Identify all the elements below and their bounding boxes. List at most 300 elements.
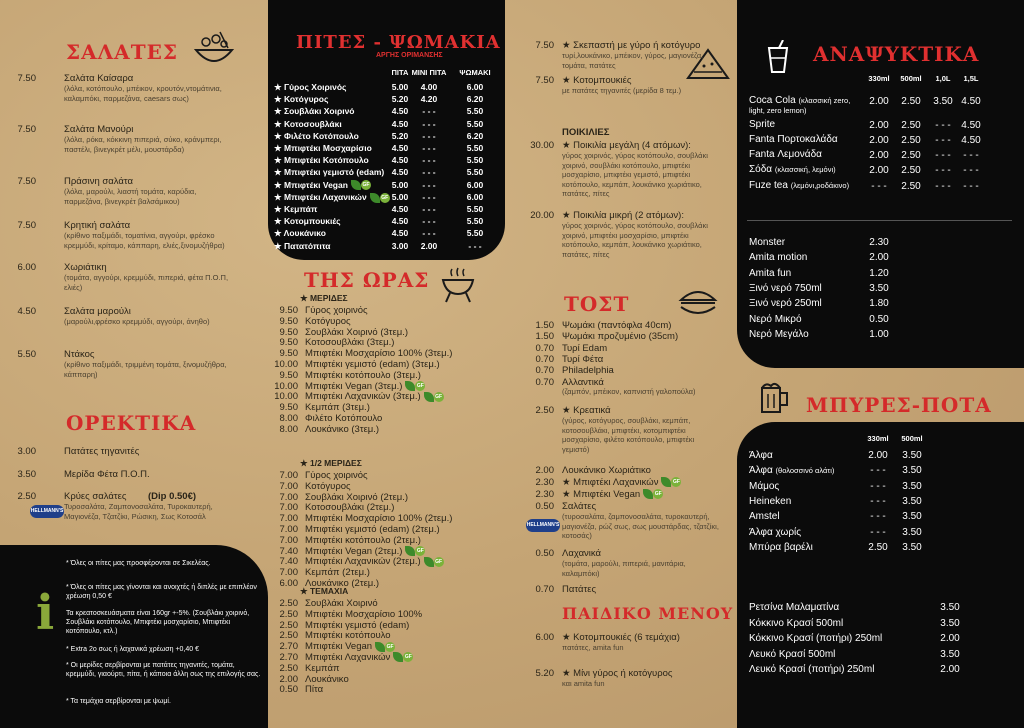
grill-item-name bbox=[305, 567, 370, 578]
grill-price: 2.00 bbox=[279, 673, 298, 685]
gluten-free-icon: GF bbox=[381, 194, 389, 201]
starter-name: Μερίδα Φέτα Π.Ο.Π. bbox=[64, 469, 150, 480]
gluten-free-icon: GF bbox=[386, 643, 394, 650]
grill-price: 8.00 bbox=[279, 413, 298, 424]
info-note: * Extra 2ο σως ή λαχανικά χρέωση +0,40 € bbox=[66, 646, 200, 653]
grill-price: 2.50 bbox=[279, 608, 298, 620]
drink-price: 2.00 bbox=[869, 96, 889, 107]
pites-price: 5.50 bbox=[466, 155, 484, 166]
grill-item-label: Κοτόγυρος bbox=[305, 480, 351, 492]
drink-name: Ξινό νερό 750ml bbox=[749, 282, 822, 294]
pites-subtitle: ΑΡΓΗΣ ΟΡΙΜΑΝΣΗΣ bbox=[376, 52, 443, 59]
tost-price: 1.50 bbox=[535, 320, 554, 331]
grill-item-label: Σουβλάκι Χοιρινό (2τεμ.) bbox=[305, 491, 409, 503]
pites-column-header: ΠΙΤΑ bbox=[391, 68, 409, 77]
pites-row bbox=[274, 131, 499, 143]
grill-price: 2.70 bbox=[279, 641, 298, 653]
salad-name: Πράσινη σαλάτα bbox=[64, 176, 133, 187]
salad-name: Σαλάτα Καίσαρα bbox=[64, 73, 134, 84]
pites-item-label: Μπιφτέκι Λαχανικών bbox=[283, 191, 367, 202]
grill-title: ΤΗΣ ΩΡΑΣ bbox=[304, 268, 430, 292]
grill-price: 2.50 bbox=[279, 662, 298, 674]
grill-price: 2.70 bbox=[279, 652, 298, 663]
grill-item-label: Φιλέτο Κοτόπουλο bbox=[305, 413, 383, 424]
pites-price: 4.50 bbox=[391, 118, 409, 129]
drinks-column-header: 1,0L bbox=[935, 74, 951, 83]
pites-item-label: Γύρος Χοιρινός bbox=[283, 82, 347, 92]
drink-price: 2.50 bbox=[901, 120, 921, 131]
drink-price: 1.20 bbox=[869, 267, 889, 279]
grill-item-label: Μπιφτέκι Vegan (3τεμ.) bbox=[305, 380, 403, 392]
drinks-column-header: 330ml bbox=[868, 74, 890, 83]
vegan-leaf-icon bbox=[405, 546, 415, 556]
drink-price: 2.50 bbox=[901, 135, 921, 146]
beer-mug-icon bbox=[760, 380, 790, 414]
pites-item-label: Σουβλάκι Χοιρινό bbox=[283, 106, 355, 117]
tost-price: 1.50 bbox=[535, 331, 554, 343]
tost-item-name: Τυρί Φέτα bbox=[562, 353, 604, 365]
col3-price: 7.50 bbox=[535, 40, 554, 51]
wine-price: 3.50 bbox=[940, 617, 960, 629]
beer-price: 2.50 bbox=[868, 541, 888, 553]
starter-price: 3.50 bbox=[17, 469, 36, 480]
info-note: * Τα τεμάχια σερβίρονται με ψωμί. bbox=[66, 698, 171, 705]
star-icon: ★ bbox=[274, 216, 284, 227]
gluten-free-icon: GF bbox=[362, 182, 370, 189]
grill-item-name bbox=[305, 327, 408, 338]
grill-price: 7.00 bbox=[279, 567, 298, 579]
tost-price: 0.70 bbox=[535, 584, 554, 595]
gluten-free-icon: GF bbox=[672, 479, 680, 486]
grill-item-label: Μπιφτέκι Μοσχαρίσιο 100% (3τεμ.) bbox=[305, 348, 453, 360]
pites-item-name bbox=[274, 143, 372, 154]
drink-name: Amita motion bbox=[749, 252, 808, 264]
col3-description: με πατάτες τηγανιτές (μερίδα 8 τεμ.) bbox=[562, 86, 682, 95]
star-icon: ★ bbox=[274, 204, 284, 214]
drink-price: 2.00 bbox=[869, 120, 889, 131]
pites-row bbox=[274, 82, 499, 94]
pites-price: 5.50 bbox=[466, 118, 484, 129]
tost-description: (ζαμπόν, μπέικον, καπνιστή γαλοπούλα) bbox=[562, 386, 696, 396]
grill-item-name bbox=[305, 381, 425, 392]
starter-price: 2.50 bbox=[17, 491, 36, 502]
grill-price: 7.00 bbox=[279, 480, 298, 492]
starters-title: ΟΡΕΚΤΙΚΑ bbox=[66, 411, 197, 435]
pites-price: - - - bbox=[468, 240, 482, 251]
info-panel bbox=[0, 545, 268, 728]
grill-item-label: Λουκάνικο (3τεμ.) bbox=[305, 423, 380, 435]
drink-label: Σόδα bbox=[749, 164, 773, 175]
salad-name: Χωριάτικη bbox=[64, 262, 107, 273]
star-icon: ★ bbox=[274, 240, 284, 251]
pites-price: - - - bbox=[422, 204, 436, 214]
pites-price: 5.50 bbox=[466, 143, 484, 153]
drink-sub: (κλασσική zero, light, zero lemon) bbox=[749, 96, 851, 115]
platter-description: γύρος χοιρινός, γύρος κοτόπουλο, σουβλάκι χοιρινό, μπιφτέκι μοσχαρίσιο, μπιφτέκι κοτόπουλο, κεμπάπ, λουκάνικο χωριάτικο, πατάτες, πίτες bbox=[562, 221, 708, 259]
tost-price: 0.50 bbox=[535, 548, 554, 559]
drink-price: - - - bbox=[963, 165, 979, 176]
beer-name bbox=[749, 450, 773, 461]
drink-price: - - - bbox=[963, 150, 979, 161]
pites-price: 4.50 bbox=[391, 106, 409, 117]
drink-price: 2.00 bbox=[869, 135, 889, 146]
pites-column-header: ΨΩΜΑΚΙ bbox=[459, 68, 491, 77]
tost-price: 0.70 bbox=[535, 353, 554, 365]
kids-title: ΠΑΙΔΙΚΟ ΜΕΝΟΥ bbox=[562, 604, 734, 623]
grill-item-name bbox=[305, 502, 394, 513]
pites-price: 4.20 bbox=[420, 94, 438, 105]
platter-description: γύρος χοιρινός, γύρος κοτόπουλο, σουβλάκι χοιρινό, σουβλάκι κοτόπουλο, μπιφτέκι μοσχαρίσιο, μπιφτέκι γεμιστό, μπιφτέκι κοτόπουλο, κεμπάπ, λουκάνικο χωριάτικο, πατάτες, πίτες bbox=[562, 151, 708, 198]
salad-name: Σαλάτα Μανούρι bbox=[64, 124, 134, 135]
pites-price: - - - bbox=[422, 228, 436, 239]
grill-price: 8.00 bbox=[279, 423, 298, 435]
pites-price: 5.50 bbox=[466, 204, 484, 214]
grill-price: 9.50 bbox=[279, 348, 298, 360]
platter-name: ★ Ποικιλία μεγάλη (4 ατόμων): bbox=[562, 140, 691, 151]
drink-label: Coca Cola bbox=[749, 95, 796, 106]
grill-item-label: Μπιφτέκι γεμιστό (edam) (3τεμ.) bbox=[305, 359, 440, 370]
grill-item-label: Κοτόγυρος bbox=[305, 315, 351, 327]
drink-price: - - - bbox=[935, 135, 951, 146]
pites-price: 4.50 bbox=[391, 167, 409, 178]
beer-panel bbox=[737, 422, 1024, 728]
salads-title: ΣΑΛΑΤΕΣ bbox=[66, 40, 178, 64]
pites-item-name bbox=[274, 204, 317, 215]
col3-price: 7.50 bbox=[535, 75, 554, 86]
drink-price: - - - bbox=[935, 150, 951, 161]
drinks-column-header: 1,5L bbox=[963, 74, 979, 83]
grill-price: 9.50 bbox=[279, 402, 298, 414]
tost-item-label: Σαλάτες bbox=[562, 501, 597, 512]
pites-price: 5.00 bbox=[391, 179, 409, 190]
tost-item-name: ★ Κρεατικά bbox=[562, 405, 611, 416]
grill-item-name bbox=[305, 316, 351, 327]
grill-price: 2.50 bbox=[279, 630, 298, 642]
pites-price: 6.00 bbox=[466, 179, 484, 190]
beer-name bbox=[749, 481, 779, 492]
salad-description: (κρίθινο παξιμάδι, τοματίνια, αγγούρι, φρέσκο κρεμμύδι, κρίταμο, κάππαρη, ελιές,ξινομυζήθρα) bbox=[64, 231, 225, 250]
pites-item-label: Λουκάνικο bbox=[283, 228, 326, 239]
drink-name: Νερό Μεγάλο bbox=[749, 328, 809, 340]
pites-item-name bbox=[274, 94, 328, 105]
hellmanns-logo-2: HELLMANN'S bbox=[526, 519, 560, 532]
drink-sub: (κλασσική, λεμόνι) bbox=[774, 165, 836, 174]
drink-name bbox=[749, 96, 861, 116]
grill-price: 2.50 bbox=[279, 598, 298, 609]
pites-price: 4.50 bbox=[391, 228, 409, 239]
grill-item-name bbox=[305, 513, 452, 524]
vegan-leaf-icon bbox=[351, 180, 361, 190]
grill-item-name bbox=[305, 598, 378, 609]
starter-name: Πατάτες τηγανιτές bbox=[64, 446, 140, 457]
platter-name: ★ Ποικιλία μικρή (2 ατόμων): bbox=[562, 210, 684, 221]
beer-price: 3.50 bbox=[902, 526, 922, 538]
grill-section-head: ★ 1/2 ΜΕΡΙΔΕΣ bbox=[300, 458, 362, 468]
grill-item-name bbox=[305, 535, 421, 546]
pites-item-name bbox=[274, 82, 346, 93]
pites-row bbox=[274, 167, 499, 179]
grill-price: 7.00 bbox=[279, 470, 298, 481]
wine-price: 3.50 bbox=[940, 602, 960, 613]
gluten-free-icon: GF bbox=[416, 383, 424, 390]
tost-item-label: ★ Μπιφτέκι Λαχανικών bbox=[562, 477, 659, 488]
drink-price: 2.00 bbox=[869, 252, 889, 264]
beer-price: 3.50 bbox=[902, 511, 922, 523]
grill-item-label: Κεμπάπ bbox=[305, 662, 340, 674]
pites-price: 5.00 bbox=[391, 191, 409, 202]
grill-item-label: Κοτοσουβλάκι (2τεμ.) bbox=[305, 502, 395, 514]
info-icon: i bbox=[36, 585, 55, 641]
pites-price: - - - bbox=[422, 179, 436, 190]
tost-item-name bbox=[562, 477, 681, 488]
starter-price: 3.00 bbox=[17, 446, 36, 457]
grill-item-name bbox=[305, 524, 440, 535]
drink-price: 3.50 bbox=[933, 96, 953, 107]
drink-name bbox=[749, 181, 861, 191]
grill-price: 7.00 bbox=[279, 491, 298, 503]
gluten-free-icon: GF bbox=[654, 491, 662, 498]
kids-price: 5.20 bbox=[535, 668, 554, 679]
sandwich-icon bbox=[678, 286, 718, 316]
drink-name: Ξινό νερό 250ml bbox=[749, 298, 822, 310]
pites-item-label: Φιλέτο Κοτόπουλο bbox=[283, 130, 359, 141]
beer-price: 3.50 bbox=[902, 480, 922, 492]
tost-price: 0.50 bbox=[535, 501, 554, 512]
star-icon: ★ bbox=[274, 106, 284, 117]
kids-item-name: ★ Μίνι γύρος ή κοτόγυρος bbox=[562, 668, 673, 679]
beer-label: Άλφα χωρίς bbox=[749, 526, 802, 538]
vegan-leaf-icon bbox=[370, 193, 380, 203]
grill-item-label: Κοτοσουβλάκι (3τεμ.) bbox=[305, 337, 395, 349]
gluten-free-icon: GF bbox=[435, 393, 443, 400]
grill-item-name bbox=[305, 609, 422, 620]
drink-price: 2.00 bbox=[869, 165, 889, 176]
kids-description: και amita fun bbox=[562, 679, 605, 688]
pites-item-name bbox=[274, 241, 331, 252]
wine-name: Κόκκινο Κρασί 500ml bbox=[749, 617, 844, 629]
tost-item-name: Τυρί Edam bbox=[562, 342, 608, 354]
gluten-free-icon: GF bbox=[404, 654, 412, 661]
pites-item-label: Πατατόπιτα bbox=[283, 240, 331, 251]
salad-description: (κρίθινο παξιμάδι, τριμμένη τομάτα, ξινομυζήθρα, κάππαρη) bbox=[64, 360, 227, 379]
pites-price: - - - bbox=[422, 167, 436, 178]
pites-row bbox=[274, 106, 499, 118]
grill-item-name bbox=[305, 620, 409, 631]
tost-item-name bbox=[562, 465, 651, 476]
pites-price: - - - bbox=[422, 118, 436, 129]
drink-name bbox=[749, 150, 861, 160]
grill-item-label: Μπιφτέκι κοτόπουλο (3τεμ.) bbox=[305, 369, 421, 381]
drink-price: - - - bbox=[935, 120, 951, 131]
grill-price: 9.50 bbox=[279, 315, 298, 327]
grill-item-name bbox=[305, 492, 408, 503]
pites-title: ΠΙΤΕΣ - ΨΩΜΑΚΙΑ bbox=[296, 32, 501, 53]
drinks-title: ΑΝΑΨΥΚΤΙΚΑ bbox=[813, 42, 980, 66]
info-note: * Όλες οι πίτες μας προσφέρονται σε Σικελέας. bbox=[66, 560, 211, 567]
beer-name bbox=[749, 465, 834, 476]
beer-price: 3.50 bbox=[902, 450, 922, 461]
grill-item-label: Μπιφτέκι Vegan (2τεμ.) bbox=[305, 545, 403, 557]
grill-price: 7.40 bbox=[279, 545, 298, 557]
star-icon: ★ bbox=[274, 130, 284, 141]
grill-item-name bbox=[305, 663, 340, 674]
star-icon: ★ bbox=[274, 118, 284, 129]
wine-price: 2.00 bbox=[940, 633, 960, 644]
salad-description: (μαρούλι,φρέσκο κρεμμύδι, αγγούρι, άνηθο) bbox=[64, 317, 210, 326]
grill-item-name bbox=[305, 391, 444, 402]
salad-description: (λόλα, μαρούλι, λιαστή τομάτα, καρύδια, παρμεζάνα, βινεγκρέτ βαλσάμικου) bbox=[64, 187, 197, 206]
beer-title: ΜΠΥΡΕΣ-ΠΟΤΑ bbox=[806, 393, 992, 417]
platter-price: 20.00 bbox=[530, 210, 554, 221]
vegan-leaf-icon bbox=[424, 557, 434, 567]
pites-price: 4.50 bbox=[391, 204, 409, 214]
grill-item-label: Γύρος χοιρινός bbox=[305, 470, 368, 481]
star-icon: ★ bbox=[274, 167, 284, 178]
beer-price: - - - bbox=[870, 526, 886, 538]
pites-item-label: Κοτοσουβλάκι bbox=[283, 118, 342, 129]
grill-item-label: Μπιφτέκι Λαχανικών (2τεμ.) bbox=[305, 556, 421, 568]
beer-name bbox=[749, 496, 791, 507]
beer-column-header: 330ml bbox=[867, 434, 889, 443]
vegan-leaf-icon bbox=[643, 489, 653, 499]
pites-price: - - - bbox=[422, 155, 436, 166]
pites-price: 6.00 bbox=[466, 191, 484, 202]
grill-price: 6.00 bbox=[279, 578, 298, 589]
beer-price: 3.50 bbox=[902, 541, 922, 553]
wine-name: Λευκό Κρασί (ποτήρι) 250ml bbox=[749, 664, 875, 675]
pites-row bbox=[274, 192, 499, 204]
salad-description: (τομάτα, αγγούρι, κρεμμύδι, πιπεριά, φέτα Π.Ο.Π, ελιές) bbox=[64, 273, 229, 292]
pites-price: 5.50 bbox=[466, 228, 484, 239]
drink-label: Fanta Πορτοκαλάδα bbox=[749, 134, 838, 145]
pites-row bbox=[274, 241, 499, 253]
grill-price: 7.00 bbox=[279, 534, 298, 546]
pites-item-label: Μπιφτέκι Vegan bbox=[283, 179, 348, 190]
beer-price: 3.50 bbox=[902, 465, 922, 477]
info-note: * Οι μερίδες σερβίρονται με πατάτες τηγανιτές, τομάτα, κρεμμύδι, γιαούρτι, πίτα, ή κάποια άλλη σως της επιλογής σας. bbox=[66, 662, 261, 678]
drink-name: Monster bbox=[749, 237, 786, 248]
tost-price: 2.50 bbox=[535, 405, 554, 416]
pites-item-name bbox=[274, 119, 342, 130]
grill-item-name bbox=[305, 556, 444, 567]
pites-price: 5.50 bbox=[466, 216, 484, 227]
pites-item-name bbox=[274, 106, 355, 117]
hellmanns-logo: HELLMANN'S bbox=[30, 505, 64, 518]
pites-row bbox=[274, 228, 499, 240]
pites-item-label: Κεμπάπ bbox=[283, 204, 318, 214]
beer-label: Heineken bbox=[749, 495, 792, 507]
grill-item-name bbox=[305, 684, 323, 695]
wine-name: Κόκκινο Κρασί (ποτήρι) 250ml bbox=[749, 633, 883, 644]
tost-item-name: Philadelphia bbox=[562, 365, 614, 377]
starter-dip-extra: (Dip 0.50€) bbox=[148, 491, 197, 502]
grill-price: 9.50 bbox=[279, 305, 298, 316]
grill-item-name bbox=[305, 413, 382, 424]
pites-price: 6.20 bbox=[466, 130, 484, 141]
drink-sub: (λεμόνι,ροδάκινο) bbox=[790, 181, 850, 190]
cup-icon bbox=[767, 40, 789, 74]
tost-price: 2.30 bbox=[535, 477, 554, 488]
pites-item-label: Μπιφτέκι Κοτόπουλο bbox=[283, 155, 369, 166]
grill-price: 9.50 bbox=[279, 326, 298, 338]
drink-price: 2.00 bbox=[869, 150, 889, 161]
tost-title: ΤΟΣΤ bbox=[564, 292, 630, 316]
grill-item-name bbox=[305, 652, 413, 663]
grill-item-label: Μπιφτέκι γεμιστό (edam) (2τεμ.) bbox=[305, 524, 440, 535]
pites-price: 4.00 bbox=[420, 82, 438, 92]
pites-panel bbox=[268, 0, 505, 260]
kids-price: 6.00 bbox=[535, 632, 554, 643]
pites-price: 5.00 bbox=[391, 82, 409, 92]
grill-section-head: ★ ΜΕΡΙΔΕΣ bbox=[300, 293, 348, 303]
beer-price: - - - bbox=[870, 480, 886, 492]
grill-item-name bbox=[305, 305, 368, 316]
drink-price: - - - bbox=[963, 181, 979, 192]
star-icon: ★ bbox=[274, 143, 284, 153]
drink-price: 2.50 bbox=[901, 150, 921, 161]
grill-item-label: Μπιφτέκι κοτόπουλο bbox=[305, 630, 391, 642]
star-icon: ★ bbox=[274, 228, 284, 239]
pites-price: - - - bbox=[422, 216, 436, 227]
col3-item-name: ★ Σκεπαστή με γύρο ή κοτόγυρο bbox=[562, 40, 701, 51]
tost-item-name: Ψωμάκι προζυμένιο (35cm) bbox=[562, 331, 679, 343]
col3-description: τυρί,λουκάνικο, μπέικον, γύρος, μαγιονέζα, τομάτα, πατάτες bbox=[562, 51, 704, 70]
pites-price: 6.00 bbox=[466, 82, 484, 92]
pites-item-label: Κοτομπουκιές bbox=[283, 216, 341, 227]
grill-item-label: Μπιφτέκι Μοσχαρίσιο 100% (2τεμ.) bbox=[305, 513, 453, 525]
grill-item-label: Λουκάνικο bbox=[305, 673, 349, 685]
grill-item-name bbox=[305, 337, 394, 348]
tost-item-label: ★ Μπιφτέκι Vegan bbox=[562, 489, 641, 500]
drink-name: Amita fun bbox=[749, 267, 792, 279]
pites-row bbox=[274, 204, 499, 216]
grill-item-label: Μπιφτέκι Λαχανικών (3τεμ.) bbox=[305, 391, 421, 403]
drink-price: - - - bbox=[935, 165, 951, 176]
kids-description: πατάτες, amita fun bbox=[562, 643, 624, 652]
pites-item-name bbox=[274, 180, 371, 191]
grill-item-label: Μπιφτέκι Μοσχαρίσιο 100% bbox=[305, 608, 423, 620]
grill-price: 7.00 bbox=[279, 513, 298, 525]
star-icon: ★ bbox=[274, 94, 284, 105]
drink-price: 4.50 bbox=[961, 120, 981, 131]
wine-name: Ρετσίνα Μαλαματίνα bbox=[749, 602, 840, 613]
beer-label: Μάμος bbox=[749, 480, 780, 492]
grill-price: 7.40 bbox=[279, 556, 298, 568]
drink-price: 2.30 bbox=[869, 237, 889, 248]
pites-item-name bbox=[274, 131, 359, 142]
pites-price: - - - bbox=[422, 130, 436, 141]
pites-price: 2.00 bbox=[420, 240, 438, 251]
pites-price: 5.50 bbox=[466, 106, 484, 117]
info-note: * Όλες οι πίτες μας γίνονται και ανοιχτές ή διπλές με επιπλέον χρέωση 0,50 € bbox=[66, 584, 257, 600]
vegan-leaf-icon bbox=[424, 392, 434, 402]
salad-price: 5.50 bbox=[17, 349, 36, 360]
grill-price: 2.50 bbox=[279, 619, 298, 631]
salad-price: 7.50 bbox=[17, 124, 36, 135]
beer-price: - - - bbox=[870, 511, 886, 523]
tost-price: 0.70 bbox=[535, 365, 554, 377]
tost-price: 0.70 bbox=[535, 376, 554, 388]
drink-price: 4.50 bbox=[961, 135, 981, 146]
drink-name bbox=[749, 135, 861, 145]
tost-price: 2.00 bbox=[535, 465, 554, 476]
drink-price: 2.50 bbox=[901, 96, 921, 107]
grill-item-label: Γύρος χοιρινός bbox=[305, 305, 368, 316]
drinks-column-header: 500ml bbox=[900, 74, 922, 83]
beer-sub: (θολοσσινό αλάτι) bbox=[775, 466, 835, 476]
pites-price: - - - bbox=[422, 143, 436, 153]
tost-price: 0.70 bbox=[535, 342, 554, 354]
